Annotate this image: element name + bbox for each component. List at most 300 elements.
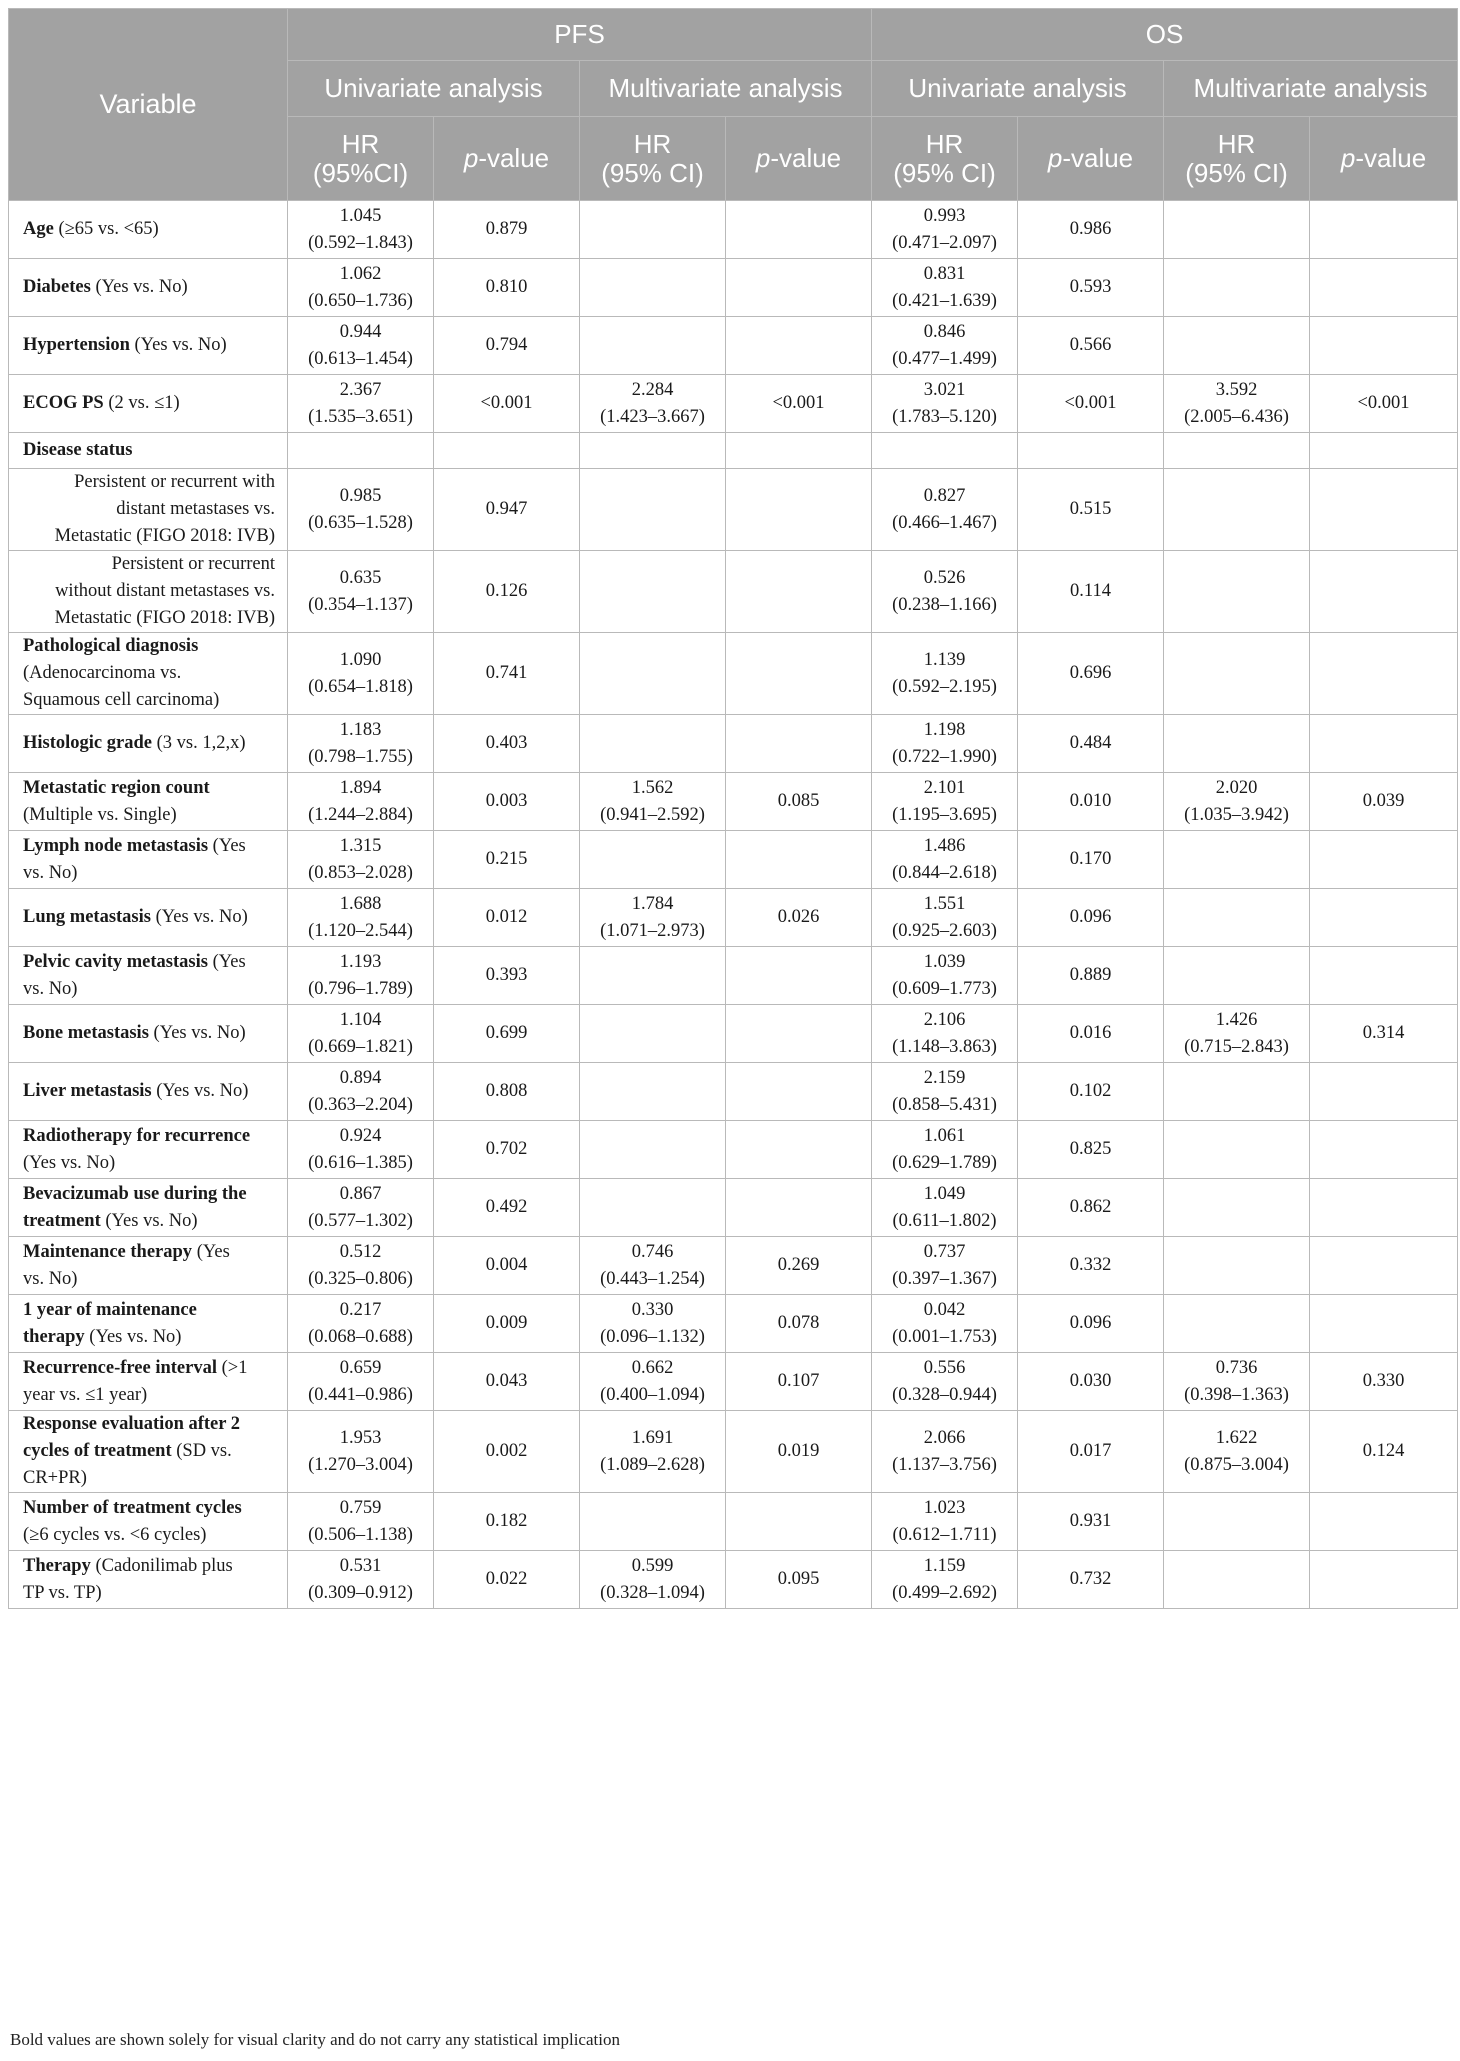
table-row [9, 1121, 1458, 1179]
pfs-uni-p-cell: 0.215 [434, 831, 580, 889]
variable-cell [9, 375, 288, 433]
pfs-multi-p-cell: 0.026 [726, 889, 872, 947]
table-row [9, 201, 1458, 259]
os-multi-hr-cell [1164, 1493, 1310, 1551]
pfs-uni-hr-cell: 0.635 (0.354–1.137) [288, 551, 434, 633]
os-uni-hr-cell: 0.993 (0.471–2.097) [872, 201, 1018, 259]
os-uni-p-cell: 0.096 [1018, 889, 1164, 947]
os-multi-hr-cell [1164, 1121, 1310, 1179]
os-multi-p-cell [1310, 947, 1458, 1005]
variable-name: Maintenance therapy [23, 1241, 193, 1262]
variable-cell [9, 1063, 288, 1121]
variable-detail: (Multiple vs. Single) [23, 804, 177, 825]
pfs-multi-p-cell [726, 1121, 872, 1179]
variable-cell [9, 1121, 288, 1179]
os-multi-p-cell [1310, 1551, 1458, 1609]
pfs-multi-hr-cell [580, 1493, 726, 1551]
pfs-uni-p-cell: 0.699 [434, 1005, 580, 1063]
pfs-multi-hr-cell [580, 259, 726, 317]
os-multi-p-cell: 0.039 [1310, 773, 1458, 831]
pfs-multi-p-cell: 0.269 [726, 1237, 872, 1295]
pfs-multi-p-cell [726, 551, 872, 633]
os-uni-p-cell: 0.484 [1018, 715, 1164, 773]
os-multi-hr-cell [1164, 1295, 1310, 1353]
pfs-uni-hr-cell: 0.985 (0.635–1.528) [288, 469, 434, 551]
variable-cell [9, 1551, 288, 1609]
pfs-header: PFS [288, 9, 872, 61]
variable-cell [9, 1353, 288, 1411]
variable-detail: (Yes vs. No) [23, 1152, 116, 1173]
table-row [9, 1005, 1458, 1063]
pfs-uni-hr-cell: 0.531 (0.309–0.912) [288, 1551, 434, 1609]
pfs-uni-p-cell: 0.947 [434, 469, 580, 551]
variable-cell [9, 1005, 288, 1063]
variable-detail: (Yes vs. No) [129, 335, 227, 355]
table-row [9, 773, 1458, 831]
hr-header-text: HR (95%CI) [312, 128, 409, 188]
variable-detail: (≥6 cycles vs. <6 cycles) [23, 1524, 207, 1545]
p-value-text: -value [770, 143, 842, 173]
variable-cell [9, 715, 288, 773]
pfs-multi-hr-cell [580, 1179, 726, 1237]
os-multi-hr-header [1164, 117, 1310, 201]
pfs-uni-p-cell: 0.012 [434, 889, 580, 947]
variable-cell [9, 433, 288, 469]
table-row [9, 1295, 1458, 1353]
os-multi-p-cell [1310, 201, 1458, 259]
table-row [9, 433, 1458, 469]
p-value-text: -value [478, 143, 550, 173]
os-uni-hr-cell: 0.526 (0.238–1.166) [872, 551, 1018, 633]
os-multivariate-header: Multivariate analysis [1164, 61, 1458, 117]
pfs-uni-hr-cell: 0.894 (0.363–2.204) [288, 1063, 434, 1121]
os-multi-p-cell [1310, 715, 1458, 773]
variable-name: Number of treatment cycles [23, 1497, 242, 1518]
pfs-multi-p-cell [726, 201, 872, 259]
table-row [9, 889, 1458, 947]
pfs-uni-p-cell: 0.004 [434, 1237, 580, 1295]
os-uni-hr-cell: 1.049 (0.611–1.802) [872, 1179, 1018, 1237]
pfs-uni-p-cell: 0.043 [434, 1353, 580, 1411]
os-multi-hr-cell [1164, 1179, 1310, 1237]
pfs-multi-hr-cell [580, 715, 726, 773]
variable-name: Radiotherapy for recurrence [23, 1125, 251, 1146]
table-row [9, 259, 1458, 317]
os-uni-p-cell: 0.825 [1018, 1121, 1164, 1179]
hr-header-text: HR (95% CI) [1185, 128, 1288, 188]
os-multi-p-header [1310, 117, 1458, 201]
pfs-uni-hr-cell: 2.367 (1.535–3.651) [288, 375, 434, 433]
os-multi-p-cell: 0.330 [1310, 1353, 1458, 1411]
os-uni-p-cell: 0.593 [1018, 259, 1164, 317]
os-uni-p-cell: 0.010 [1018, 773, 1164, 831]
pfs-uni-p-cell: 0.022 [434, 1551, 580, 1609]
variable-name: Bevacizumab use during the treatment [23, 1183, 247, 1231]
pfs-multi-p-cell [726, 715, 872, 773]
variable-detail: (Cadonilimab plus TP vs. TP) [23, 1555, 233, 1603]
pfs-uni-hr-cell: 1.062 (0.650–1.736) [288, 259, 434, 317]
table-row [9, 469, 1458, 551]
os-uni-p-cell [1018, 433, 1164, 469]
os-uni-hr-cell: 1.551 (0.925–2.603) [872, 889, 1018, 947]
pfs-multi-hr-cell [580, 947, 726, 1005]
os-multi-hr-cell [1164, 551, 1310, 633]
variable-header: Variable [9, 9, 288, 201]
variable-detail: (Yes vs. No) [150, 907, 248, 927]
pfs-multi-hr-cell: 1.784 (1.071–2.973) [580, 889, 726, 947]
os-uni-hr-cell: 1.039 (0.609–1.773) [872, 947, 1018, 1005]
pfs-uni-hr-cell [288, 433, 434, 469]
p-italic: p [1047, 143, 1063, 173]
variable-detail: (3 vs. 1,2,x) [151, 733, 246, 753]
pfs-uni-p-cell: 0.403 [434, 715, 580, 773]
pfs-uni-hr-cell: 0.659 (0.441–0.986) [288, 1353, 434, 1411]
pfs-uni-hr-cell: 0.944 (0.613–1.454) [288, 317, 434, 375]
os-uni-hr-cell: 1.486 (0.844–2.618) [872, 831, 1018, 889]
footnote: Bold values are shown solely for visual clarity and do not carry any statistical implication [10, 2030, 620, 2049]
variable-cell [9, 1295, 288, 1353]
variable-cell [9, 633, 288, 715]
variable-name: Pathological diagnosis [23, 636, 199, 656]
os-multi-hr-cell [1164, 433, 1310, 469]
os-multi-p-cell [1310, 889, 1458, 947]
os-multi-hr-cell [1164, 201, 1310, 259]
variable-cell [9, 551, 288, 633]
os-uni-p-cell: 0.986 [1018, 201, 1164, 259]
pfs-multi-hr-cell [580, 469, 726, 551]
pfs-uni-hr-cell: 0.867 (0.577–1.302) [288, 1179, 434, 1237]
os-uni-hr-cell: 3.021 (1.783–5.120) [872, 375, 1018, 433]
pfs-multi-p-cell [726, 469, 872, 551]
os-multi-hr-cell [1164, 1551, 1310, 1609]
os-multi-hr-cell [1164, 1237, 1310, 1295]
table-row [9, 1237, 1458, 1295]
os-uni-hr-cell: 0.846 (0.477–1.499) [872, 317, 1018, 375]
variable-detail: (Yes vs. No) [90, 277, 188, 297]
os-multi-p-cell [1310, 1237, 1458, 1295]
variable-name: Pelvic cavity metastasis [23, 951, 208, 972]
table-row [9, 1353, 1458, 1411]
variable-name: Diabetes [23, 277, 91, 297]
pfs-uni-p-cell: 0.702 [434, 1121, 580, 1179]
pfs-multi-hr-cell: 0.662 (0.400–1.094) [580, 1353, 726, 1411]
os-uni-hr-cell: 1.023 (0.612–1.711) [872, 1493, 1018, 1551]
os-multi-p-cell [1310, 433, 1458, 469]
table-row [9, 375, 1458, 433]
pfs-multi-p-cell: 0.019 [726, 1411, 872, 1493]
variable-cell [9, 317, 288, 375]
pfs-uni-p-cell: 0.126 [434, 551, 580, 633]
variable-name: Lymph node metastasis [23, 835, 209, 856]
variable-cell [9, 1411, 288, 1493]
pfs-uni-p-cell: 0.003 [434, 773, 580, 831]
table-header [9, 9, 1458, 201]
variable-name: Liver metastasis [23, 1081, 152, 1101]
variable-name: Hypertension [23, 335, 130, 355]
variable-name: Bone metastasis [23, 1023, 149, 1043]
table-row [9, 1411, 1458, 1493]
pfs-uni-p-cell: 0.009 [434, 1295, 580, 1353]
pfs-uni-p-cell: <0.001 [434, 375, 580, 433]
variable-name: Lung metastasis [23, 907, 151, 927]
table-row [9, 1551, 1458, 1609]
os-multi-hr-cell: 1.426 (0.715–2.843) [1164, 1005, 1310, 1063]
os-uni-p-cell: 0.566 [1018, 317, 1164, 375]
os-uni-p-cell: 0.696 [1018, 633, 1164, 715]
pfs-multi-hr-cell [580, 433, 726, 469]
pfs-multi-hr-cell [580, 1063, 726, 1121]
os-multi-hr-cell [1164, 831, 1310, 889]
os-multi-hr-cell [1164, 259, 1310, 317]
pfs-uni-p-cell: 0.808 [434, 1063, 580, 1121]
variable-detail: (Adenocarcinoma vs. Squamous cell carcinoma) [23, 663, 220, 710]
os-multi-hr-cell [1164, 889, 1310, 947]
table-row [9, 1063, 1458, 1121]
os-uni-p-cell: 0.862 [1018, 1179, 1164, 1237]
pfs-uni-hr-cell: 1.183 (0.798–1.755) [288, 715, 434, 773]
table-body [9, 201, 1458, 1609]
os-multi-hr-cell [1164, 469, 1310, 551]
table-row [9, 715, 1458, 773]
variable-name: 1 year of maintenance therapy [23, 1299, 197, 1347]
variable-name: Response evaluation after 2 cycles of treatment [23, 1414, 241, 1461]
os-multi-p-cell [1310, 469, 1458, 551]
table-row [9, 947, 1458, 1005]
os-uni-hr-cell: 2.101 (1.195–3.695) [872, 773, 1018, 831]
pfs-uni-hr-cell: 0.759 (0.506–1.138) [288, 1493, 434, 1551]
pfs-uni-hr-cell: 0.924 (0.616–1.385) [288, 1121, 434, 1179]
variable-detail: (≥65 vs. <65) [53, 219, 159, 239]
pfs-uni-p-cell: 0.879 [434, 201, 580, 259]
table-row [9, 633, 1458, 715]
variable-name: Age [23, 219, 54, 239]
pfs-multi-p-cell [726, 1493, 872, 1551]
pfs-uni-hr-cell: 1.894 (1.244–2.884) [288, 773, 434, 831]
p-value-text: -value [1355, 143, 1427, 173]
table-row [9, 1493, 1458, 1551]
os-multi-hr-cell: 1.622 (0.875–3.004) [1164, 1411, 1310, 1493]
variable-detail: (Yes vs. No) [151, 1081, 249, 1101]
variable-cell [9, 773, 288, 831]
variable-cell [9, 947, 288, 1005]
variable-detail: Persistent or recurrent with distant metastases vs. Metastatic (FIGO 2018: IVB) [54, 472, 275, 546]
variable-detail: (Yes vs. No) [23, 1241, 230, 1289]
os-uni-hr-cell: 1.198 (0.722–1.990) [872, 715, 1018, 773]
os-multi-hr-cell: 2.020 (1.035–3.942) [1164, 773, 1310, 831]
pfs-multi-hr-cell [580, 201, 726, 259]
os-uni-hr-cell: 0.831 (0.421–1.639) [872, 259, 1018, 317]
pfs-multi-p-cell [726, 259, 872, 317]
pfs-multi-p-header [726, 117, 872, 201]
os-multi-p-cell: <0.001 [1310, 375, 1458, 433]
os-uni-hr-cell: 2.066 (1.137–3.756) [872, 1411, 1018, 1493]
pfs-multi-hr-header [580, 117, 726, 201]
os-multi-hr-cell [1164, 317, 1310, 375]
pfs-multi-p-cell [726, 433, 872, 469]
pfs-multi-p-cell [726, 1179, 872, 1237]
os-uni-hr-cell: 0.827 (0.466–1.467) [872, 469, 1018, 551]
pfs-uni-hr-cell: 1.104 (0.669–1.821) [288, 1005, 434, 1063]
variable-cell [9, 1493, 288, 1551]
variable-detail: (Yes vs. No) [23, 951, 246, 999]
variable-cell [9, 889, 288, 947]
variable-cell [9, 469, 288, 551]
variable-detail: (SD vs. CR+PR) [23, 1441, 232, 1488]
pfs-uni-p-cell: 0.810 [434, 259, 580, 317]
pfs-uni-hr-cell: 1.193 (0.796–1.789) [288, 947, 434, 1005]
os-multi-p-cell [1310, 1179, 1458, 1237]
table-row [9, 831, 1458, 889]
regression-table [8, 8, 1458, 1609]
pfs-uni-p-cell [434, 433, 580, 469]
os-uni-p-cell: 0.114 [1018, 551, 1164, 633]
variable-detail: (>1 year vs. ≤1 year) [23, 1357, 248, 1405]
os-uni-p-cell: 0.889 [1018, 947, 1164, 1005]
os-multi-p-cell [1310, 551, 1458, 633]
pfs-multi-p-cell [726, 1063, 872, 1121]
os-multi-hr-cell [1164, 1063, 1310, 1121]
os-uni-p-cell: 0.030 [1018, 1353, 1164, 1411]
pfs-uni-hr-cell: 1.045 (0.592–1.843) [288, 201, 434, 259]
pfs-multi-p-cell: 0.085 [726, 773, 872, 831]
pfs-multi-hr-cell: 0.746 (0.443–1.254) [580, 1237, 726, 1295]
os-uni-p-cell: 0.016 [1018, 1005, 1164, 1063]
pfs-univariate-header: Univariate analysis [288, 61, 580, 117]
variable-cell [9, 201, 288, 259]
variable-cell [9, 831, 288, 889]
os-multi-p-cell: 0.124 [1310, 1411, 1458, 1493]
pfs-multi-hr-cell [580, 633, 726, 715]
variable-name: Therapy [23, 1555, 91, 1576]
variable-detail: (Yes vs. No) [148, 1023, 246, 1043]
pfs-uni-p-cell: 0.794 [434, 317, 580, 375]
os-multi-p-cell [1310, 259, 1458, 317]
variable-cell [9, 1237, 288, 1295]
os-uni-hr-cell: 1.061 (0.629–1.789) [872, 1121, 1018, 1179]
variable-cell [9, 1179, 288, 1237]
os-uni-hr-cell [872, 433, 1018, 469]
os-uni-p-cell: 0.931 [1018, 1493, 1164, 1551]
os-multi-p-cell: 0.314 [1310, 1005, 1458, 1063]
pfs-uni-p-cell: 0.492 [434, 1179, 580, 1237]
pfs-uni-p-cell: 0.182 [434, 1493, 580, 1551]
os-multi-p-cell [1310, 1295, 1458, 1353]
os-uni-hr-cell: 1.159 (0.499–2.692) [872, 1551, 1018, 1609]
pfs-uni-p-cell: 0.741 [434, 633, 580, 715]
os-multi-p-cell [1310, 1121, 1458, 1179]
pfs-uni-p-header [434, 117, 580, 201]
variable-detail: (Yes vs. No) [100, 1210, 198, 1231]
os-multi-hr-cell: 3.592 (2.005–6.436) [1164, 375, 1310, 433]
pfs-multi-p-cell [726, 317, 872, 375]
os-multi-p-cell [1310, 1493, 1458, 1551]
pfs-multi-hr-cell [580, 831, 726, 889]
pfs-uni-hr-cell: 1.953 (1.270–3.004) [288, 1411, 434, 1493]
os-uni-hr-cell: 0.042 (0.001–1.753) [872, 1295, 1018, 1353]
os-multi-hr-cell [1164, 947, 1310, 1005]
os-uni-p-cell: 0.017 [1018, 1411, 1164, 1493]
os-uni-hr-cell: 2.159 (0.858–5.431) [872, 1063, 1018, 1121]
os-multi-p-cell [1310, 633, 1458, 715]
pfs-multi-hr-cell [580, 317, 726, 375]
os-multi-hr-cell [1164, 715, 1310, 773]
pfs-uni-p-cell: 0.393 [434, 947, 580, 1005]
pfs-multi-p-cell: 0.078 [726, 1295, 872, 1353]
hr-header-text: HR (95% CI) [893, 128, 996, 188]
os-uni-hr-cell: 1.139 (0.592–2.195) [872, 633, 1018, 715]
os-uni-p-header [1018, 117, 1164, 201]
pfs-uni-hr-cell: 1.688 (1.120–2.544) [288, 889, 434, 947]
os-uni-p-cell: 0.515 [1018, 469, 1164, 551]
os-multi-p-cell [1310, 1063, 1458, 1121]
pfs-multivariate-header: Multivariate analysis [580, 61, 872, 117]
table-row [9, 1179, 1458, 1237]
pfs-uni-hr-header [288, 117, 434, 201]
table-row [9, 551, 1458, 633]
os-multi-hr-cell: 0.736 (0.398–1.363) [1164, 1353, 1310, 1411]
variable-detail: (2 vs. ≤1) [103, 393, 180, 413]
pfs-uni-hr-cell: 1.315 (0.853–2.028) [288, 831, 434, 889]
os-uni-p-cell: 0.732 [1018, 1551, 1164, 1609]
os-uni-hr-cell: 2.106 (1.148–3.863) [872, 1005, 1018, 1063]
table-row [9, 317, 1458, 375]
pfs-multi-p-cell [726, 947, 872, 1005]
os-multi-p-cell [1310, 831, 1458, 889]
pfs-multi-p-cell: <0.001 [726, 375, 872, 433]
pfs-uni-hr-cell: 0.512 (0.325–0.806) [288, 1237, 434, 1295]
pfs-multi-p-cell: 0.107 [726, 1353, 872, 1411]
variable-cell [9, 259, 288, 317]
p-italic: p [755, 143, 771, 173]
pfs-multi-p-cell [726, 633, 872, 715]
p-italic: p [1340, 143, 1356, 173]
os-uni-hr-cell: 0.737 (0.397–1.367) [872, 1237, 1018, 1295]
pfs-multi-p-cell [726, 831, 872, 889]
variable-name: Recurrence-free interval [23, 1357, 217, 1378]
p-value-text: -value [1062, 143, 1134, 173]
pfs-uni-p-cell: 0.002 [434, 1411, 580, 1493]
pfs-multi-hr-cell: 1.562 (0.941–2.592) [580, 773, 726, 831]
os-uni-hr-header [872, 117, 1018, 201]
pfs-multi-p-cell: 0.095 [726, 1551, 872, 1609]
variable-name: Disease status [23, 440, 133, 460]
hr-header-text: HR (95% CI) [601, 128, 704, 188]
pfs-multi-hr-cell [580, 1121, 726, 1179]
pfs-multi-p-cell [726, 1005, 872, 1063]
pfs-multi-hr-cell: 1.691 (1.089–2.628) [580, 1411, 726, 1493]
variable-detail: (Yes vs. No) [23, 835, 246, 883]
variable-name: Histologic grade [23, 733, 152, 753]
variable-name: Metastatic region count [23, 777, 210, 798]
os-multi-hr-cell [1164, 633, 1310, 715]
pfs-uni-hr-cell: 0.217 (0.068–0.688) [288, 1295, 434, 1353]
pfs-multi-hr-cell: 0.599 (0.328–1.094) [580, 1551, 726, 1609]
variable-name: ECOG PS [23, 393, 104, 413]
variable-detail: (Yes vs. No) [84, 1326, 182, 1347]
pfs-multi-hr-cell: 2.284 (1.423–3.667) [580, 375, 726, 433]
pfs-multi-hr-cell: 0.330 (0.096–1.132) [580, 1295, 726, 1353]
p-italic: p [463, 143, 479, 173]
os-uni-p-cell: 0.096 [1018, 1295, 1164, 1353]
pfs-multi-hr-cell [580, 551, 726, 633]
os-uni-p-cell: 0.170 [1018, 831, 1164, 889]
os-univariate-header: Univariate analysis [872, 61, 1164, 117]
os-uni-hr-cell: 0.556 (0.328–0.944) [872, 1353, 1018, 1411]
pfs-multi-hr-cell [580, 1005, 726, 1063]
pfs-uni-hr-cell: 1.090 (0.654–1.818) [288, 633, 434, 715]
os-uni-p-cell: 0.102 [1018, 1063, 1164, 1121]
os-header: OS [872, 9, 1458, 61]
